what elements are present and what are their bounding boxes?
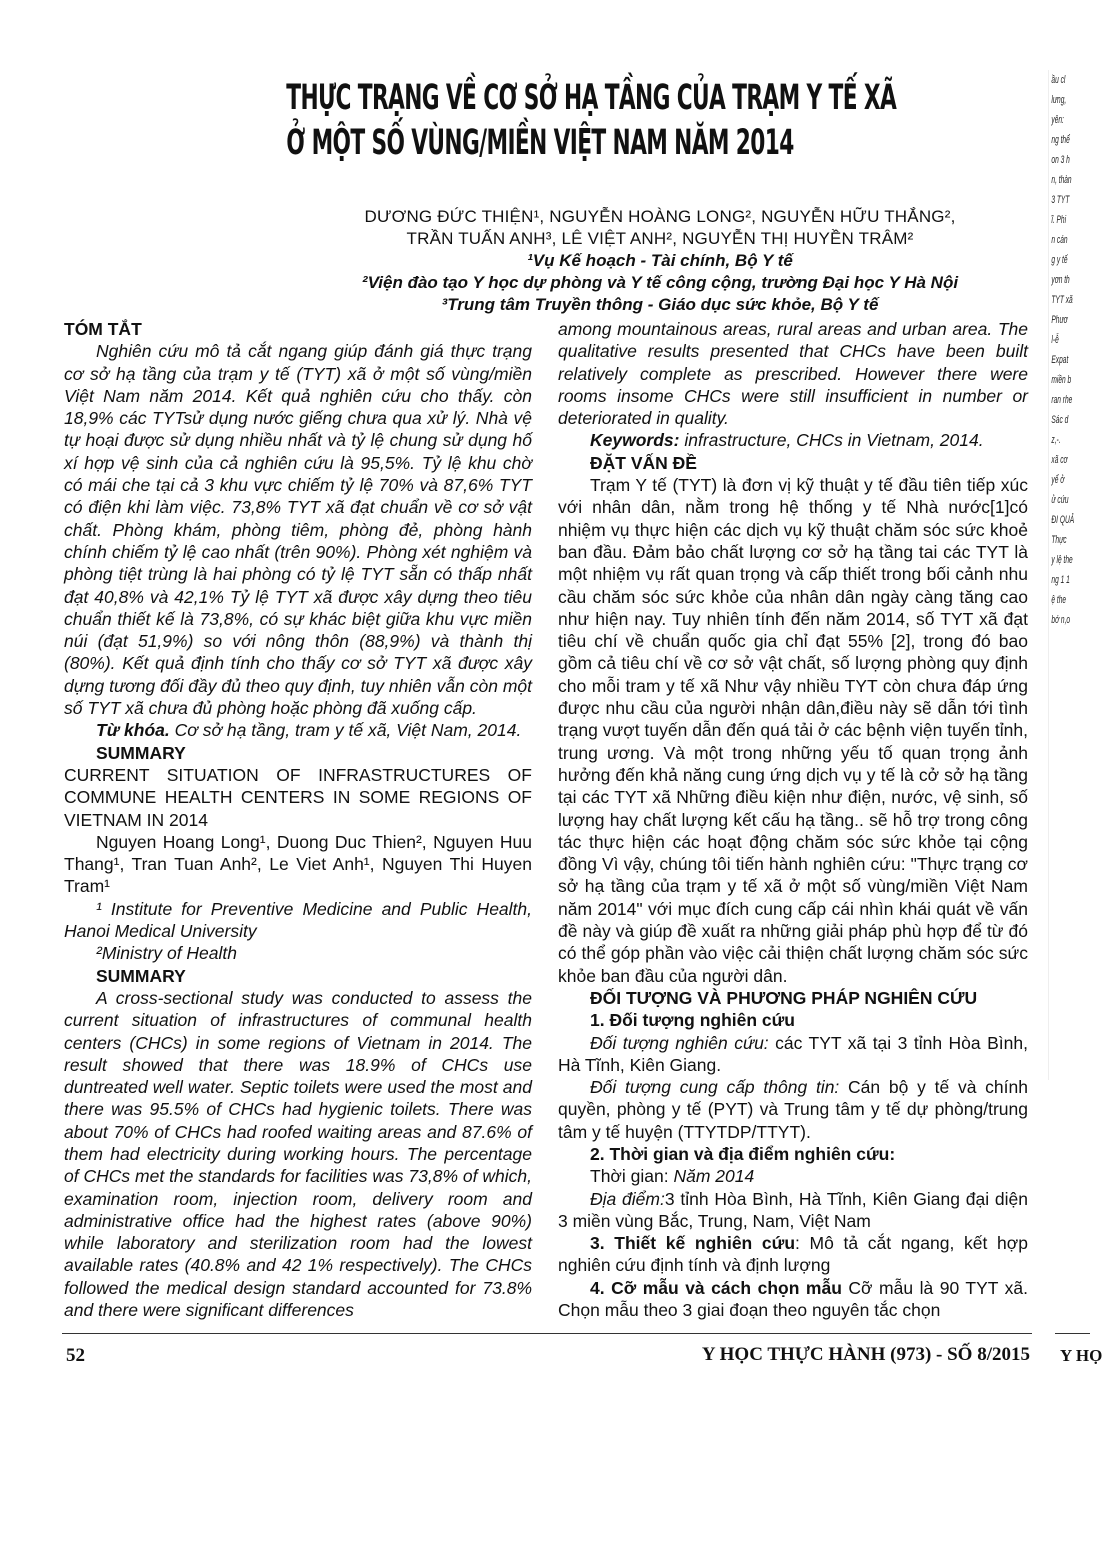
article-title-line-1: THỰC TRẠNG VỀ CƠ SỞ HẠ TẦNG CỦA TRẠM Y TẾ XÃ: [286, 78, 897, 118]
summary-heading-2: SUMMARY: [96, 965, 186, 986]
footer-rule: [62, 1333, 1032, 1334]
method-2-place: [558, 1188, 1028, 1233]
tukhoa-label: Từ khóa.: [96, 720, 170, 741]
method-1-heading: 1. Đối tượng nghiên cứu: [590, 1010, 796, 1031]
adjacent-text-fragment: l-ễ: [1051, 334, 1059, 346]
keywords-label: Keywords:: [590, 430, 680, 451]
author-block: [250, 206, 1070, 316]
author-names-line-1: DƯƠNG ĐỨC THIỆN¹, NGUYỄN HOÀNG LONG², NGUYỄN HỮU THẮNG²,: [364, 207, 956, 226]
adjacent-text-fragment: n, thàn: [1051, 174, 1072, 186]
page-number: 52: [66, 1345, 85, 1366]
summary-text: A cross-sectional study was conducted to assess the current situation of infrastructures of communal health centers (CHCs) in some regions of Vietnam in 2014. The result showed that there was 18.9% of CHCs use duntreated well water. Septic toilets were used the most and there was 95.5% of CHCs had hygienic toilets. There was about 70% of CHCs had roofed waiting areas and 87.6% of them had electricity during working hours. The percentage of CHCs met the standards for facilities was 73,8% of which, examination room, injection room, delivery room and administrative office had the highest rates (above 90%) while laboratory and sterilization room had the lowest available rates (40.8% and 42 1% respectively). The CHCs followed the medical design standard accounted for 73.8% and there were significant differences: [64, 987, 532, 1321]
adjacent-text-fragment: n cán: [1051, 234, 1068, 246]
keywords-text: infrastructure, CHCs in Vietnam, 2014.: [679, 430, 984, 451]
adjacent-text-fragment: ĩ. Phi: [1051, 214, 1067, 226]
summary-heading: SUMMARY: [96, 742, 186, 763]
article-title-line-2: Ở MỘT SỐ VÙNG/MIỀN VIỆT NAM NĂM 2014: [286, 123, 794, 163]
journal-name: Y HỌC THỰC HÀNH (973) - SỐ 8/2015: [701, 1344, 1030, 1365]
adjacent-page-fragment: [1048, 70, 1091, 1080]
method-4: [558, 1277, 1028, 1322]
method-2-heading: 2. Thời gian và địa điểm nghiên cứu:: [590, 1143, 896, 1164]
adjacent-text-fragment: y lệ the: [1051, 554, 1073, 566]
method-2-place-value: 3 tỉnh Hòa Bình, Hà Tĩnh, Kiên Giang đại diện 3 miền vùng Bắc, Trung, Nam, Việt Nam: [558, 1188, 1028, 1231]
keywords-line: [558, 429, 1028, 451]
datvande-paragraph: Trạm Y tế (TYT) là đơn vị kỹ thuật y tế đầu tiên tiếp xúc với nhân dân, nằm trong hệ thống y tế Nhà nước[1]có nhiệm vụ thực hiện các dịch vụ kỹ thuật chăm sóc sức khoẻ ban đầu. Đảm bảo chất lượng cơ sở hạ tầng tai các TYT là một nhiệm vụ rất quan trọng và cấp thiết trong bối cảnh nhu cầu chăm sóc sức khỏe của nhân dân ngày càng tăng cao như hiện nay. Tuy nhiên tính đến năm 2014, số TYT xã đạt tiêu chí về chuẩn quốc gia chỉ đạt 55% [2], trong đó bao gồm cả tiêu chí về cơ sở vật chất, số lượng phòng quy định cho mỗi tram y tế xã Như vậy nhiều TYT còn chưa đáp ứng được nhu cầu của người nhận dân,điều này sẽ dẫn tới tình trạng vượt tuyến dẫn đến quá tải ở các bệnh viện tuyến tỉnh, trung ương. Và một trong những yếu tố quan trọng ảnh hưởng đến khả năng cung ứng dịch vụ y tế là cở sở hạ tầng tại các TYT xã Những điều kiện như điện, nước, vệ sinh, số lượng hay chất lượng kết cấu hạ tầng.. sẽ hỗ trợ trong công tác thực hiện các hoạt động chăm sóc sức khỏe tại cộng đồng Vì vậy, chúng tôi tiến hành nghiên cứu: "Thực trạng cơ sở hạ tầng của trạm y tế xã ở một số vùng/miền Việt Nam năm 2014" với mục đích cung cấp cái nhìn khái quát về vấn đề này và giúp đề xuất ra những giải pháp phù hợp để từ đó có thể góp phần vào việc cải thiện chất lượng chăm sóc sức khỏe ban đầu của người dân.: [558, 475, 1028, 986]
adjacent-text-fragment: z,-.: [1051, 434, 1061, 446]
affiliation-3: ³Trung tâm Truyền thông - Giáo dục sức khỏe, Bộ Y tế: [441, 295, 879, 314]
article-title: [286, 76, 897, 166]
method-3-label: 3. Thiết kế nghiên cứu: [590, 1233, 796, 1254]
affiliation-1: ¹Vụ Kế hoạch - Tài chính, Bộ Y tế: [527, 251, 793, 270]
method-1-subjects-text: các TYT xã tại 3 tỉnh Hòa Bình, Hà Tĩnh, Kiên Giang.: [558, 1032, 1028, 1075]
adjacent-text-fragment: ử cứu: [1051, 494, 1069, 506]
adjacent-text-fragment: on 3 h: [1051, 154, 1070, 166]
tukhoa-text: Cơ sở hạ tầng, tram y tế xã, Việt Nam, 2014.: [169, 720, 522, 741]
method-4-label: 4. Cỡ mẫu và cách chọn mẫu: [590, 1277, 842, 1298]
method-3: [558, 1232, 1028, 1277]
adjacent-text-fragment: yể ở: [1051, 474, 1065, 486]
methods-heading: ĐỐI TƯỢNG VÀ PHƯƠNG PHÁP NGHIÊN CỨU: [590, 987, 978, 1008]
adjacent-text-fragment: g y tế: [1051, 254, 1068, 266]
left-column: [64, 318, 532, 1321]
adjacent-text-fragment: Thực: [1051, 534, 1067, 546]
affiliation-2: ²Viện đào tạo Y học dự phòng và Y tế công cộng, trường Đại học Y Hà Nội: [361, 273, 959, 292]
method-1-subjects: [558, 1032, 1028, 1077]
summary-continued: among mountainous areas, rural areas and urban area. The qualitative results presented that CHCs have been built relatively complete as prescribed. However there were rooms insome CHCs were still insufficient in number or deteriorated in quality.: [558, 319, 1028, 429]
footer-rule-adjacent: [1055, 1333, 1090, 1334]
author-names-line-2: TRẦN TUẤN ANH³, LÊ VIỆT ANH², NGUYỄN THỊ HUYỀN TRÂM²: [406, 229, 914, 248]
method-2-place-label: Địa điểm:: [590, 1188, 665, 1209]
adjacent-text-fragment: yên:: [1051, 114, 1064, 126]
tomtat-heading: TÓM TẮT: [64, 319, 142, 339]
english-title: CURRENT SITUATION OF INFRASTRUCTURES OF COMMUNE HEALTH CENTERS IN SOME REGIONS OF VIETNAM IN 2014: [64, 764, 532, 830]
adjacent-text-fragment: yơn th: [1051, 274, 1070, 286]
adjacent-text-fragment: Expat: [1051, 354, 1069, 366]
adjacent-text-fragment: bớ n,o: [1051, 614, 1071, 626]
english-affiliation-1: ¹ Institute for Preventive Medicine and Public Health, Hanoi Medical University: [64, 898, 532, 942]
adjacent-text-fragment: ran rhe: [1051, 394, 1073, 406]
adjacent-text-fragment: ĐI QUẢ: [1051, 514, 1075, 526]
right-column: [558, 318, 1028, 1321]
adjacent-text-fragment: Phươ: [1051, 314, 1068, 326]
method-2-time-label: Thời gian:: [590, 1166, 669, 1187]
method-1-informants-label: Đối tượng cung cấp thông tin:: [590, 1077, 840, 1098]
adjacent-text-fragment: TYT xã: [1051, 294, 1073, 306]
method-4-text: Cỡ mẫu là 90 TYT xã. Chọn mẫu theo 3 giai đoạn theo nguyên tắc chọn: [558, 1277, 1028, 1321]
adjacent-text-fragment: ệ the: [1051, 594, 1067, 606]
method-1-subjects-label: Đối tượng nghiên cứu:: [590, 1032, 769, 1053]
method-2-time-value: Năm 2014: [668, 1166, 755, 1187]
method-1-informants-text: Cán bộ y tế và chính quyền, phòng y tế (PYT) và Trung tâm y tế dự phòng/trung tâm y tế huyện (TTYTDP/TTYT).: [558, 1077, 1028, 1142]
journal-name-adjacent: Y HỌ: [1060, 1346, 1102, 1365]
adjacent-text-fragment: ầu cl: [1051, 74, 1066, 86]
tomtat-text: Nghiên cứu mô tả cắt ngang giúp đánh giá thực trạng cơ sở hạ tầng của trạm y tế (TYT) xã ở một số vùng/miền Việt Nam năm 2014. Kết quả nghiên cứu cho thấy. còn 18,9% các TYTsử dụng nước giếng chưa qua xử lý. Nhà vệ tự hoại được sử dụng nhiều nhất và tỷ lệ chung sử dụng hố xí hợp vệ sinh của cả nghiên cứu là 95,5%. Tỷ lệ khu chờ có mái che tại cả 3 khu vực chiếm tỷ lệ 70% và 87,6% TYT có điện khi làm việc. 73,8% TYT xã đạt chuẩn về cơ sở vật chất. Phòng khám, phòng tiêm, phòng đẻ, phòng hành chính chiếm tỷ lệ cao nhất (trên 90%). Phòng xét nghiệm và phòng tiệt trùng là hai phòng có tỷ lệ TYT sẵn có thấp nhất đạt 40,8% và 42,1% Tỷ lệ TYT xã được xây dựng theo tiêu chuẩn thiết kế là 73,8%, có sự khác biệt giữa khu vực miền núi (đạt 51,9%) so với nông thôn (88,9%) và thành thị (80%). Kết quả định tính cho thấy cơ sở TYT xã được xây dựng tương đối đầy đủ theo quy định, tuy nhiên vẫn còn một số TYT xã chưa đủ phòng hoặc phòng đã xuống cấp.: [64, 341, 532, 719]
adjacent-text-fragment: ng 1 1: [1051, 574, 1070, 586]
english-affiliation-2: ²Ministry of Health: [96, 943, 238, 964]
method-1-informants: [558, 1076, 1028, 1143]
adjacent-text-fragment: xã cơ: [1051, 454, 1068, 466]
tukhoa-line: [64, 719, 532, 741]
method-3-text: : Mô tả cắt ngang, kết hợp nghiên cứu định tính và định lượng: [558, 1233, 1028, 1276]
english-authors: Nguyen Hoang Long¹, Duong Duc Thien², Nguyen Huu Thang¹, Tran Tuan Anh², Le Viet Anh¹, Nguyen Thi Huyen Tram¹: [64, 831, 532, 897]
adjacent-text-fragment: 3 TYT: [1051, 194, 1070, 206]
adjacent-text-fragment: lưng,: [1051, 94, 1067, 106]
adjacent-text-fragment: Sác d: [1051, 414, 1069, 426]
method-2-time: [558, 1165, 1028, 1187]
adjacent-text-fragment: miền b: [1051, 374, 1072, 386]
adjacent-text-fragment: ng thể: [1051, 134, 1070, 146]
datvande-heading: ĐẶT VẤN ĐỀ: [590, 452, 697, 473]
